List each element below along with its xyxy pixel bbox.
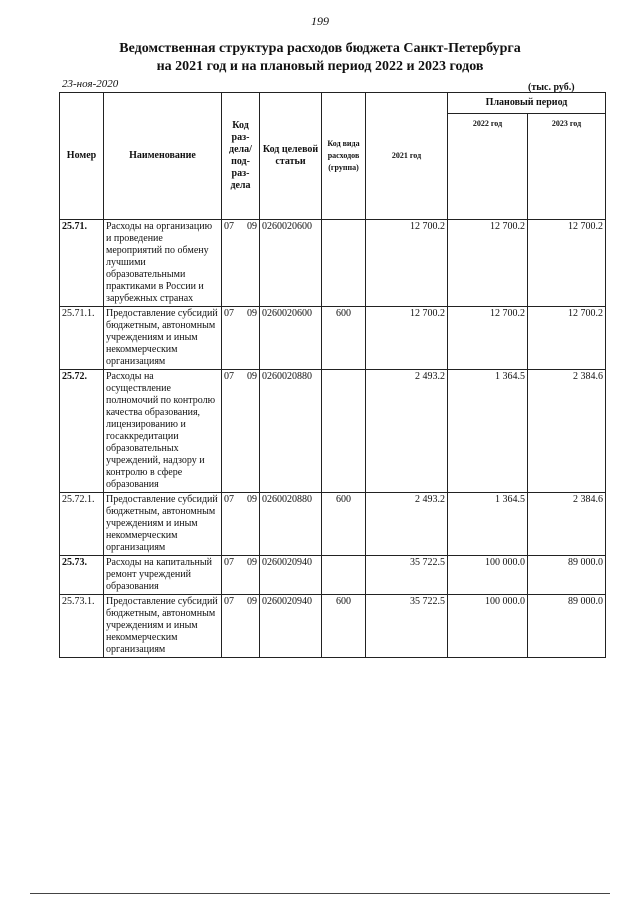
row-section-code — [222, 307, 260, 370]
row-amount-2021: 12 700.2 — [366, 220, 448, 307]
row-section-code — [222, 595, 260, 658]
header-section-code: Код раз-дела/ под-раз-дела — [222, 93, 260, 220]
row-section-code — [222, 370, 260, 493]
row-amount-2023: 89 000.0 — [528, 595, 606, 658]
budget-table — [59, 92, 606, 658]
row-amount-2023: 89 000.0 — [528, 556, 606, 595]
row-name: Расходы на капитальный ремонт учреждений образования — [104, 556, 222, 595]
row-section: 07 — [224, 494, 234, 505]
row-amount-2023: 12 700.2 — [528, 220, 606, 307]
row-subsection: 09 — [247, 494, 257, 505]
row-number: 25.73. — [60, 556, 104, 595]
row-number: 25.71.1. — [60, 307, 104, 370]
row-amount-2022: 12 700.2 — [448, 220, 528, 307]
table-row — [60, 595, 606, 658]
row-number: 25.72.1. — [60, 493, 104, 556]
row-number: 25.71. — [60, 220, 104, 307]
header-name: Наименование — [104, 93, 222, 220]
row-name: Предоставление субсидий бюджетным, автономным учреждениям и иным некоммерческим организациям — [104, 595, 222, 658]
title-line-2: на 2021 год и на плановый период 2022 и 2023 годов — [156, 59, 484, 74]
row-amount-2022: 100 000.0 — [448, 595, 528, 658]
header-expense-type: Код вида расходов (группа) — [322, 93, 366, 220]
header-planning-period: Плановый период — [448, 93, 606, 114]
row-name: Предоставление субсидий бюджетным, автономным учреждениям и иным некоммерческим организациям — [104, 307, 222, 370]
header-year-2022: 2022 год — [448, 114, 528, 220]
document-date: 23-ноя-2020 — [62, 78, 119, 90]
row-target-code: 0260020880 — [260, 493, 322, 556]
row-subsection: 09 — [247, 371, 257, 382]
row-target-code: 0260020940 — [260, 556, 322, 595]
page-number: 199 — [311, 14, 329, 28]
row-section: 07 — [224, 596, 234, 607]
row-amount-2021: 12 700.2 — [366, 307, 448, 370]
row-amount-2023: 12 700.2 — [528, 307, 606, 370]
row-expense-type — [322, 220, 366, 307]
units-label: (тыс. руб.) — [528, 82, 575, 93]
row-number: 25.72. — [60, 370, 104, 493]
row-amount-2022: 1 364.5 — [448, 493, 528, 556]
row-amount-2021: 35 722.5 — [366, 595, 448, 658]
table-row — [60, 556, 606, 595]
row-expense-type: 600 — [322, 493, 366, 556]
header-number: Номер — [60, 93, 104, 220]
row-target-code: 0260020600 — [260, 307, 322, 370]
row-name: Расходы на организацию и проведение мероприятий по обмену лучшими образовательными практиками в России и зарубежных странах — [104, 220, 222, 307]
row-section: 07 — [224, 371, 234, 382]
row-section-code — [222, 556, 260, 595]
row-amount-2022: 1 364.5 — [448, 370, 528, 493]
row-section-code — [222, 220, 260, 307]
row-amount-2021: 2 493.2 — [366, 370, 448, 493]
bottom-rule — [30, 893, 610, 894]
row-section: 07 — [224, 221, 234, 232]
row-amount-2022: 100 000.0 — [448, 556, 528, 595]
row-expense-type — [322, 556, 366, 595]
header-year-2023: 2023 год — [528, 114, 606, 220]
row-expense-type: 600 — [322, 595, 366, 658]
row-target-code: 0260020880 — [260, 370, 322, 493]
row-subsection: 09 — [247, 221, 257, 232]
document-title — [0, 40, 640, 76]
row-section-code — [222, 493, 260, 556]
row-target-code: 0260020940 — [260, 595, 322, 658]
row-section: 07 — [224, 557, 234, 568]
row-subsection: 09 — [247, 557, 257, 568]
row-target-code: 0260020600 — [260, 220, 322, 307]
row-expense-type — [322, 370, 366, 493]
table-row — [60, 370, 606, 493]
row-amount-2021: 2 493.2 — [366, 493, 448, 556]
row-subsection: 09 — [247, 596, 257, 607]
row-name: Предоставление субсидий бюджетным, автономным учреждениям и иным некоммерческим организациям — [104, 493, 222, 556]
row-amount-2021: 35 722.5 — [366, 556, 448, 595]
title-line-1: Ведомственная структура расходов бюджета Санкт-Петербурга — [119, 41, 521, 56]
row-subsection: 09 — [247, 308, 257, 319]
row-number: 25.73.1. — [60, 595, 104, 658]
row-name: Расходы на осуществление полномочий по контролю качества образования, лицензированию и госаккредитации образовательных учреждений, надзору и контролю в сфере образования — [104, 370, 222, 493]
table-row — [60, 307, 606, 370]
table-row — [60, 493, 606, 556]
row-amount-2023: 2 384.6 — [528, 493, 606, 556]
header-target-code: Код целевой статьи — [260, 93, 322, 220]
row-section: 07 — [224, 308, 234, 319]
row-amount-2023: 2 384.6 — [528, 370, 606, 493]
row-amount-2022: 12 700.2 — [448, 307, 528, 370]
row-expense-type: 600 — [322, 307, 366, 370]
table-row — [60, 220, 606, 307]
header-year-2021: 2021 год — [366, 93, 448, 220]
